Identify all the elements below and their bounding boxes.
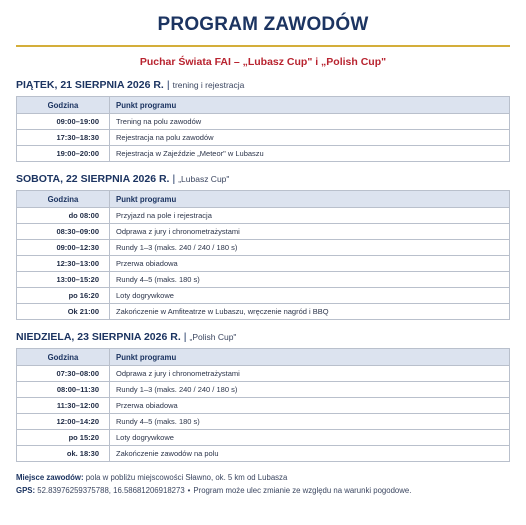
- day-heading: [16, 173, 510, 186]
- day-section-friday: [16, 79, 510, 162]
- table-header-row: [17, 97, 510, 114]
- day-heading: [16, 331, 510, 344]
- item-cell: Rundy 1–3 (maks. 240 / 240 / 180 s): [110, 240, 510, 256]
- item-cell: Zakończenie zawodów na polu: [110, 446, 510, 462]
- day-separator: |: [172, 173, 176, 185]
- table-row: [17, 382, 510, 398]
- column-header-item: Punkt programu: [110, 97, 510, 114]
- table-row: [17, 208, 510, 224]
- time-cell: 12:00–14:20: [17, 414, 110, 430]
- column-header-item: Punkt programu: [110, 349, 510, 366]
- column-header-time: Godzina: [17, 97, 110, 114]
- gps-label: GPS:: [16, 486, 36, 495]
- day-separator: |: [183, 331, 187, 343]
- table-row: [17, 224, 510, 240]
- location-label: Miejsce zawodów:: [16, 473, 84, 482]
- table-row: [17, 304, 510, 320]
- item-cell: Rundy 4–5 (maks. 180 s): [110, 414, 510, 430]
- day-section-sunday: [16, 331, 510, 462]
- day-date: SOBOTA, 22 SIERPNIA 2026 R.: [16, 173, 170, 185]
- table-row: [17, 430, 510, 446]
- column-header-time: Godzina: [17, 349, 110, 366]
- day-separator: |: [166, 79, 170, 91]
- time-cell: 13:00–15:20: [17, 272, 110, 288]
- table-row: [17, 114, 510, 130]
- item-cell: Rundy 4–5 (maks. 180 s): [110, 272, 510, 288]
- table-row: [17, 146, 510, 162]
- time-cell: 11:30–12:00: [17, 398, 110, 414]
- time-cell: ok. 18:30: [17, 446, 110, 462]
- bullet-separator: •: [187, 486, 191, 495]
- item-cell: Rejestracja na polu zawodów: [110, 130, 510, 146]
- page-subtitle: Puchar Świata FAI – „Lubasz Cup" i „Polish Cup": [139, 56, 387, 68]
- table-row: [17, 398, 510, 414]
- table-row: [17, 240, 510, 256]
- table-row: [17, 272, 510, 288]
- time-cell: 08:30–09:00: [17, 224, 110, 240]
- schedule-table: [16, 190, 510, 320]
- time-cell: 07:30–08:00: [17, 366, 110, 382]
- day-heading: [16, 79, 510, 92]
- item-cell: Zakończenie w Amfiteatrze w Lubaszu, wręczenie nagród i BBQ: [110, 304, 510, 320]
- item-cell: Rundy 1–3 (maks. 240 / 240 / 180 s): [110, 382, 510, 398]
- table-header-row: [17, 349, 510, 366]
- schedule-table: [16, 96, 510, 162]
- column-header-item: Punkt programu: [110, 191, 510, 208]
- item-cell: Odprawa z jury i chronometrażystami: [110, 366, 510, 382]
- table-header-row: [17, 191, 510, 208]
- time-cell: 09:00–19:00: [17, 114, 110, 130]
- time-cell: do 08:00: [17, 208, 110, 224]
- day-note: „Polish Cup": [189, 332, 237, 342]
- item-cell: Loty dogrywkowe: [110, 288, 510, 304]
- location-line: [16, 471, 510, 484]
- day-date: NIEDZIELA, 23 SIERPNIA 2026 R.: [16, 331, 181, 343]
- time-cell: 12:30–13:00: [17, 256, 110, 272]
- gps-coordinates: 52.83976259375788, 16.58681206918273: [37, 486, 185, 495]
- time-cell: 17:30–18:30: [17, 130, 110, 146]
- item-cell: Odprawa z jury i chronometrażystami: [110, 224, 510, 240]
- gps-line: [16, 484, 510, 497]
- day-note: „Lubasz Cup": [178, 174, 230, 184]
- title-divider: [16, 45, 510, 47]
- item-cell: Przerwa obiadowa: [110, 256, 510, 272]
- item-cell: Trening na polu zawodów: [110, 114, 510, 130]
- table-row: [17, 256, 510, 272]
- item-cell: Przyjazd na pole i rejestracja: [110, 208, 510, 224]
- table-row: [17, 446, 510, 462]
- table-row: [17, 366, 510, 382]
- day-note: trening i rejestracja: [172, 80, 245, 90]
- item-cell: Loty dogrywkowe: [110, 430, 510, 446]
- location-text: pola w pobliżu miejscowości Sławno, ok. 5 km od Lubasza: [85, 473, 288, 482]
- time-cell: 19:00–20:00: [17, 146, 110, 162]
- time-cell: po 15:20: [17, 430, 110, 446]
- disclaimer-text: Program może ulec zmianie ze względu na warunki pogodowe.: [193, 486, 412, 495]
- item-cell: Rejestracja w Zajeździe „Meteor" w Lubaszu: [110, 146, 510, 162]
- day-section-saturday: [16, 173, 510, 320]
- table-row: [17, 288, 510, 304]
- time-cell: 09:00–12:30: [17, 240, 110, 256]
- day-date: PIĄTEK, 21 SIERPNIA 2026 R.: [16, 79, 164, 91]
- column-header-time: Godzina: [17, 191, 110, 208]
- table-row: [17, 414, 510, 430]
- time-cell: 08:00–11:30: [17, 382, 110, 398]
- item-cell: Przerwa obiadowa: [110, 398, 510, 414]
- page-title: PROGRAM ZAWODÓW: [157, 14, 369, 35]
- time-cell: po 16:20: [17, 288, 110, 304]
- footer-info: [16, 471, 510, 497]
- schedule-table: [16, 348, 510, 462]
- time-cell: Ok 21:00: [17, 304, 110, 320]
- table-row: [17, 130, 510, 146]
